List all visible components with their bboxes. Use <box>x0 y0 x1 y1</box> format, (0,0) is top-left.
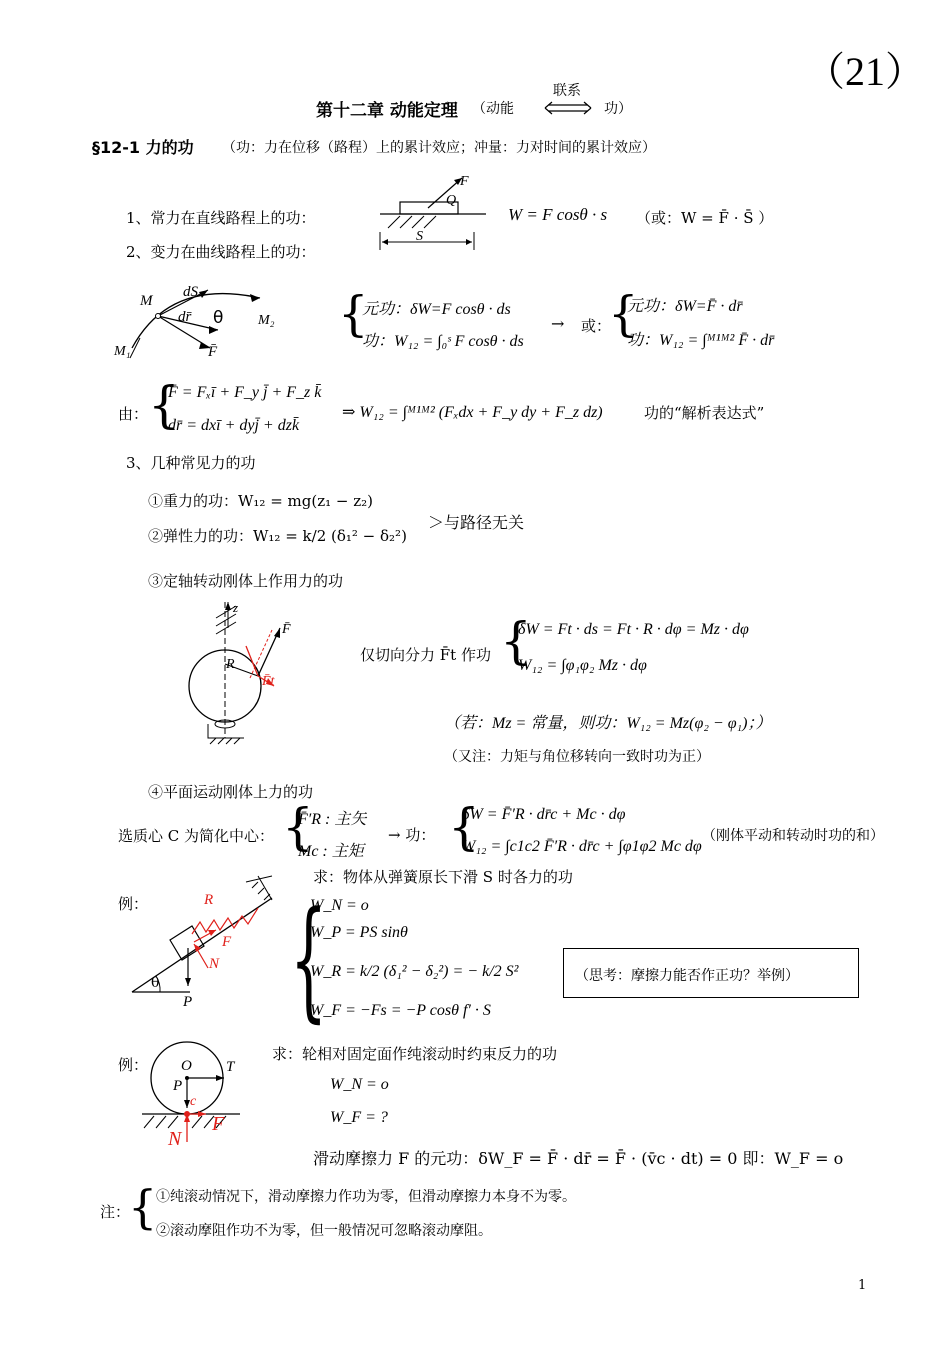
plane-arrow-work: → 功： <box>388 826 436 844</box>
brace-left-1: { <box>338 286 369 342</box>
fig4-P: P <box>183 994 193 1010</box>
gravity-work: ①重力的功：W₁₂ = mg(z₁ − z₂) <box>148 492 374 510</box>
path-independent-note: ＞与路径无关 <box>428 513 525 532</box>
chapter-link-word: 联系 <box>553 83 581 99</box>
main-moment: Mc : 主矩 <box>298 843 364 860</box>
brace-left-6: { <box>448 798 480 856</box>
block-on-plane-figure <box>378 170 488 250</box>
ex2-sliding-friction: 滑动摩擦力 F 的元功：δW_F = F̄ · dr̄ = F̄ · (v̄c · dt) = 0 即：W_F = o <box>313 1149 844 1168</box>
double-arrow-icon <box>543 101 593 115</box>
constant-moment-note: （若：Mz = 常量，则功：W₁₂ = Mz(φ₂ − φ₁)；） <box>444 715 772 732</box>
example2-label: 例： <box>118 1056 149 1074</box>
rotating-body-figure <box>180 598 300 748</box>
fig5-T: T <box>226 1059 235 1075</box>
analytic-eq2: dr̄ = dxī + dyj̄ + dzk̄ <box>168 417 300 434</box>
sum-note: （刚体平动和转动时功的和） <box>702 828 884 844</box>
fig3-Ft: F̄t <box>262 674 275 689</box>
fig5-P: P <box>173 1078 183 1094</box>
ex1-WN: W_N = o <box>310 897 369 914</box>
fig5-O: O <box>181 1058 192 1074</box>
plane-work-eq2: W₁₂ = ∫c1c2 F̄′R · dr̄c + ∫φ1φ2 Mc dφ <box>462 838 702 855</box>
brace-left-2: { <box>608 286 639 342</box>
example1-label: 例： <box>118 895 149 913</box>
spring-work: ②弹性力的功：W₁₂ = k/2 (δ₁² − δ₂²) <box>148 527 407 545</box>
ex1-WF: W_F = −Fs = −P cosθ f′ · S <box>310 1002 491 1019</box>
brace-left-5: { <box>282 798 314 856</box>
chapter-paren-right: 功） <box>604 101 632 117</box>
analytic-lead: 由： <box>118 405 149 423</box>
fig1-S: S <box>416 229 423 244</box>
item1-alt: （或：W = F̄ · S̄ ） <box>636 209 774 227</box>
fig4-theta: θ <box>151 975 160 991</box>
fig3-z: z <box>233 600 239 615</box>
main-vector: F̄′R : 主矢 <box>298 811 367 828</box>
fig3-R: R <box>226 657 235 672</box>
item1-label: 1、常力在直线路程上的功： <box>126 209 316 227</box>
note-1: ①纯滚动情况下，滑动摩擦力作功为零，但滑动摩擦力本身不为零。 <box>156 1189 576 1205</box>
note-2: ②滚动摩阻作功不为零，但一般情况可忽略滚动摩阻。 <box>156 1223 492 1239</box>
item2-label: 2、变力在曲线路程上的功： <box>126 243 316 261</box>
fig4-N: N <box>209 956 220 972</box>
fig3-F: F̄ <box>282 622 291 637</box>
fig5-N: N <box>168 1128 182 1150</box>
plane-work-eq1: δW = F̄′R · dr̄c + Mc · dφ <box>462 806 626 823</box>
item3-label: 3、几种常见力的功 <box>126 454 256 472</box>
analytic-result: ⇒ W₁₂ = ∫ᴹ¹ᴹ² (Fₓdx + F_y dy + F_z dz) <box>342 404 603 421</box>
notes-lead: 注： <box>100 1203 131 1221</box>
tangential-eq1: δW = Ft · ds = Ft · R · dφ = Mz · dφ <box>518 621 749 638</box>
fig1-Q: Q <box>446 193 457 208</box>
section-note: （功：力在位移（路程）上的累计效应；冲量：力对时间的累计效应） <box>222 140 656 156</box>
think-note: （思考：摩擦力能否作正功？举例） <box>575 968 799 984</box>
fig2-M1: M₁ <box>114 344 131 359</box>
fig4-R: R <box>204 892 214 908</box>
item2-line3: 元功：δW=F̄ · dr̄ <box>627 298 743 315</box>
plane-motion-heading: ④平面运动刚体上力的功 <box>148 783 314 801</box>
fig4-F: F <box>222 934 232 950</box>
item1-formula: W = F cosθ · s <box>508 205 608 224</box>
example2-question: 求：轮相对固定面作纯滚动时约束反力的功 <box>272 1045 558 1063</box>
fig2-M: M <box>140 293 153 309</box>
item2-arrow: → <box>551 314 565 333</box>
section-title: §12-1 力的功 <box>92 138 194 157</box>
fig5-C: c <box>190 1094 197 1109</box>
ex2-WF: W_F = ? <box>330 1109 388 1126</box>
brace-left-7: { <box>290 883 328 1035</box>
fig2-dS: dS <box>183 284 198 300</box>
ex2-WN: W_N = o <box>330 1076 389 1093</box>
brace-left-4: { <box>500 612 532 670</box>
fig2-dr: dr̄ <box>178 309 192 325</box>
fig2-theta: θ <box>213 308 224 328</box>
item2-line1: 元功：δW=F cosθ · ds <box>362 301 511 318</box>
fig1-F: F <box>460 174 469 189</box>
sign-note: （又注：力矩与角位移转向一致时功为正） <box>444 749 710 765</box>
tangential-eq2: W₁₂ = ∫φ₁φ₂ Mz · dφ <box>518 657 647 674</box>
ex1-WR: W_R = k/2 (δ₁² − δ₂²) = − k/2 S² <box>310 963 519 980</box>
page-number-top: （21） <box>805 49 925 94</box>
fixed-axis-heading: ③定轴转动刚体上作用力的功 <box>148 572 344 590</box>
item2-line4: 功：W₁₂ = ∫ᴹ¹ᴹ² F̄ · dr̄ <box>627 332 775 349</box>
chapter-paren-left: （动能 <box>472 101 514 117</box>
tangential-only: 仅切向分力 F̄t 作功 <box>360 646 491 664</box>
centroid-lead: 选质心 C 为简化中心： <box>118 827 275 845</box>
fig5-F: F <box>212 1113 225 1135</box>
rolling-wheel-figure <box>140 1038 260 1148</box>
ex1-WP: W_P = PS sinθ <box>310 924 408 941</box>
analytic-eq1: F̄ = Fₓī + F_y j̄ + F_z k̄ <box>168 384 322 401</box>
fig2-M2: M₂ <box>258 313 275 328</box>
brace-left-8: { <box>128 1180 158 1234</box>
analytic-note: 功的“解析表达式” <box>644 404 765 422</box>
item2-or: 或： <box>581 317 612 335</box>
page-number: 1 <box>858 1278 867 1293</box>
fig2-F: F̄ <box>208 344 218 360</box>
example1-question: 求：物体从弹簧原长下滑 S 时各力的功 <box>313 868 573 886</box>
item2-line2: 功：W₁₂ = ∫₀ˢ F cosθ · ds <box>362 333 524 350</box>
brace-left-3: { <box>148 376 180 434</box>
chapter-title: 第十二章 动能定理 <box>316 101 458 121</box>
